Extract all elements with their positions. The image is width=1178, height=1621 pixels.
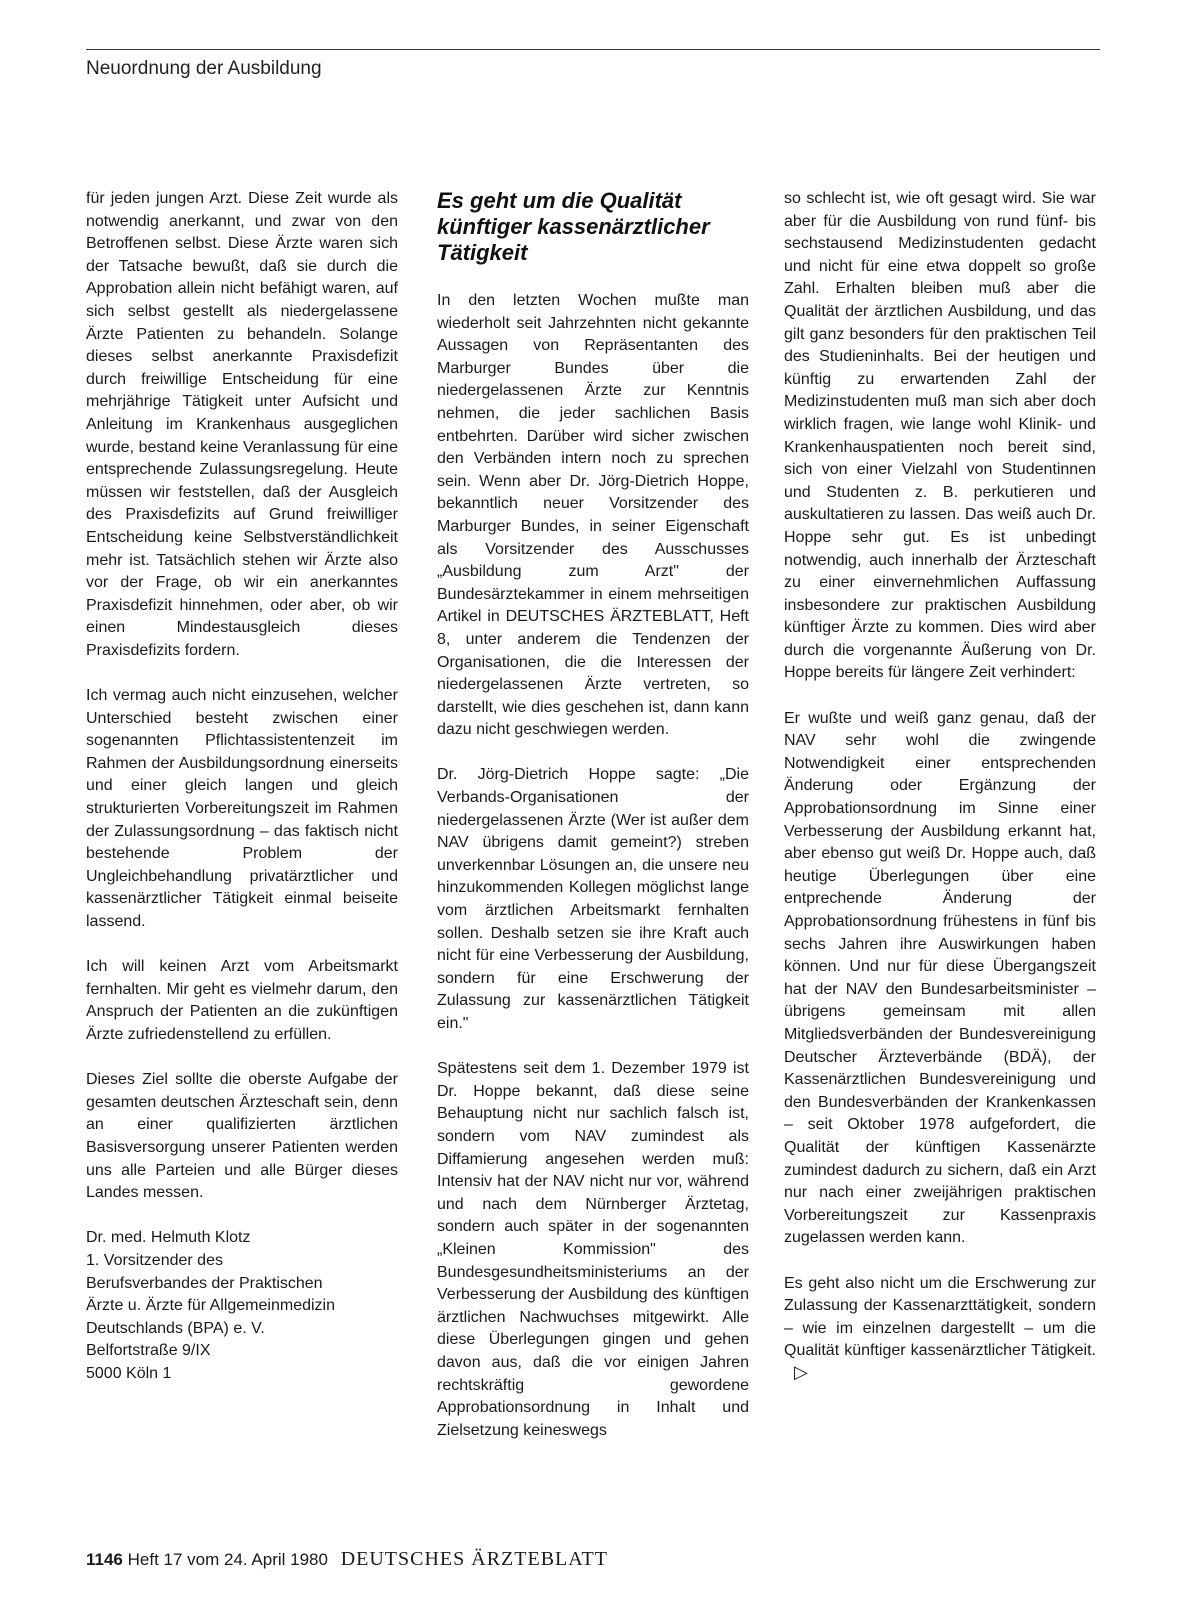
paragraph: Dr. Jörg-Dietrich Hoppe sagte: „Die Verbands-Organisationen der niedergelassenen Ärzte (Wer ist außer dem NAV übrigens damit gemeint?) streben unverkennbar Lösungen an, die unsere neu hinzukommenden Kollegen möglichst lange vom ärztlichen Arbeitsmarkt fernhalten sollen. Deshalb setzen sie ihre Kraft auch nicht für eine Verbesserung der Ausbildung, sondern für eine Erschwerung der Zulassung zur kassenärztlichen Tätigkeit ein." [437,766,749,1032]
article-headline: Es geht um die Qualität künftiger kassenärztlicher Tätigkeit [437,188,710,265]
continued-arrow-icon: ▷ [794,1361,808,1382]
paragraph: Spätestens seit dem 1. Dezember 1979 ist Dr. Hoppe bekannt, daß diese seine Behauptung nicht nur sachlich falsch ist, sondern vom NAV zumindest als Diffamierung angesehen werden muß: Intensiv hat der NAV nicht nur vor, während und nach dem Nürnberger Ärztetag, sondern auch später in der sogenannten „Kleinen Kommission" des Bundesgesundheitsministeriums an der Verbesserung der Ausbildung des künftigen ärztlichen Nachwuchses mitgewirkt. Alle diese Überlegungen gingen und gehen davon aus, daß die vor einigen Jahren rechtskräftig gewordene Approbationsordnung in Inhalt und Zielsetzung keineswegs [437,1060,749,1439]
header-rule [86,49,1100,50]
paragraph-last [784,1273,1096,1386]
author-street: Belfortstraße 9/IX [86,1342,211,1360]
paragraph: für jeden jungen Arzt. Diese Zeit wurde als notwendig anerkannt, und zwar von den Betroffenen selbst. Diese Ärzte waren sich der Tatsache bewußt, daß sie durch die Approbation allein nicht befähigt waren, auf sich selbst gestellt als niedergelassene Ärzte Patienten zu behandeln. Solange dieses selbst anerkannte Praxisdefizit durch freiwillige Entscheidung für eine mehrjährige Tätigkeit unter Aufsicht und Anleitung im Krankenhaus ausgeglichen wurde, bestand keine Veranlassung für eine entsprechende Zulassungsregelung. Heute müssen wir feststellen, daß der Ausgleich des Praxisdefizits auf Grund freiwilliger Entscheidung keine Selbstverständlichkeit mehr ist. Tatsächlich stehen wir Ärzte also vor der Frage, ob wir ein anerkanntes Praxisdefizit hinnehmen, oder aber, ob wir einen Mindestausgleich dieses Praxisdefizits fordern. [86,190,398,659]
journal-name: DEUTSCHES ÄRZTEBLATT [340,1548,608,1570]
section-title: Neuordnung der Ausbildung [86,58,322,79]
paragraph: In den letzten Wochen mußte man wiederholt seit Jahrzehnten nicht gekannte Aussagen von Repräsentanten des Marburger Bundes über die niedergelassenen Ärzte zur Kenntnis nehmen, die jeder sachlichen Basis entbehrten. Darüber wird sicher zwischen den Verbänden intern noch zu sprechen sein. Wenn aber Dr. Jörg-Dietrich Hoppe, bekanntlich neuer Vorsitzender des Marburger Bundes, in seiner Eigenschaft als Vorsitzender des Ausschusses „Ausbildung zum Arzt" der Bundesärztekammer in einem mehrseitigen Artikel in DEUTSCHES ÄRZTEBLATT, Heft 8, unter anderem die Tendenzen der Organisationen, die die Interessen der niedergelassenen Ärzte vertreten, so darstellt, wie dies geschehen ist, dann kann dazu nicht geschwiegen werden. [437,292,749,739]
paragraph: Ich will keinen Arzt vom Arbeitsmarkt fernhalten. Mir geht es vielmehr darum, den Anspruch der Patienten an die zukünftigen Ärzte zufriedenstellend zu erfüllen. [86,958,398,1043]
paragraph-text: Es geht also nicht um die Erschwerung zur Zulassung der Kassenarzttätigkeit, sondern – wie im einzelnen dargestellt – um die Qualität künftiger kassenärztlicher Tätigkeit. [784,1274,1096,1360]
author-organization: Ärzte u. Ärzte für Allgemeinmedizin [86,1297,335,1315]
page-number: 1146 [86,1550,123,1569]
issue-info: Heft 17 vom 24. April 1980 [127,1550,328,1569]
author-organization: Berufsverbandes der Praktischen [86,1274,323,1292]
author-title: 1. Vorsitzender des [86,1251,223,1269]
author-city: 5000 Köln 1 [86,1364,172,1382]
column-middle [437,188,749,1465]
page-footer [86,1548,608,1571]
paragraph: Ich vermag auch nicht einzusehen, welcher Unterschied besteht zwischen einer sogenannten Pflichtassistentenzeit im Rahmen der Ausbildungsordnung einerseits und einer gleich langen und gleich strukturierten Vorbereitungszeit im Rahmen der Zulassungsordnung – das faktisch nicht bestehende Problem der Ungleichbehandlung privatärztlicher und kassenärztlicher Tätigkeit einmal beiseite lassend. [86,687,398,930]
author-signature-block [86,1227,398,1385]
author-organization: Deutschlands (BPA) e. V. [86,1319,265,1337]
author-name: Dr. med. Helmuth Klotz [86,1229,251,1247]
paragraph: so schlecht ist, wie oft gesagt wird. Sie war aber für die Ausbildung von rund fünf- bis sechstausend Medizinstudenten gedacht und nicht für eine etwa doppelt so große Zahl. Erhalten bleiben muß aber die Qualität der ärztlichen Ausbildung, und das gilt ganz besonders für den praktischen Teil des Studieninhalts. Bei der heutigen und künftig zu erwartenden Zahl der Medizinstudenten muß man sich aber doch wirklich fragen, wie lange wohl Klinik- und Krankenhauspatienten noch bereit sind, sich von einer Vielzahl von Studentinnen und Studenten z. B. perkutieren und auskultatieren zu lassen. Das weiß auch Dr. Hoppe sehr gut. Es ist unbedingt notwendig, auch innerhalb der Ärzteschaft zu einer einvernehmlichen Auffassung insbesondere zur praktischen Ausbildung künftiger Ärzte zu kommen. Dies wird aber durch die vorgenannte Äußerung von Dr. Hoppe bereits für längere Zeit verhindert: [784,190,1096,682]
column-right [784,188,1096,1408]
paragraph: Dieses Ziel sollte die oberste Aufgabe der gesamten deutschen Ärzteschaft sein, denn an einer qualifizierten ärztlichen Basisversorgung unserer Patienten werden uns alle Parteien und alle Bürger dieses Landes messen. [86,1071,398,1202]
paragraph: Er wußte und weiß ganz genau, daß der NAV sehr wohl die zwingende Notwendigkeit einer entsprechenden Änderung oder Ergänzung der Approbationsordnung im Sinne einer Verbesserung der Ausbildung erkannt hat, aber ebenso gut weiß Dr. Hoppe auch, daß heutige Überlegungen über eine entprechende Änderung der Approbationsordnung frühestens in fünf bis sechs Jahren ihre Auswirkungen haben können. Und nur für diese Übergangszeit hat der NAV den Bundesarbeitsminister – übrigens gemeinsam mit allen Mitgliedsverbänden der Bundesvereinigung Deutscher Ärzteverbände (BDÄ), der Kassenärztlichen Bundesvereinigung und den Bundesverbänden der Krankenkassen – seit Oktober 1978 aufgefordert, die Qualität der künftigen Kassenärzte zumindest dadurch zu sichern, daß ein Arzt nur nach einer zweijährigen praktischen Vorbereitungszeit zur Kassenpraxis zugelassen werden kann. [784,709,1096,1247]
column-left [86,188,398,1385]
